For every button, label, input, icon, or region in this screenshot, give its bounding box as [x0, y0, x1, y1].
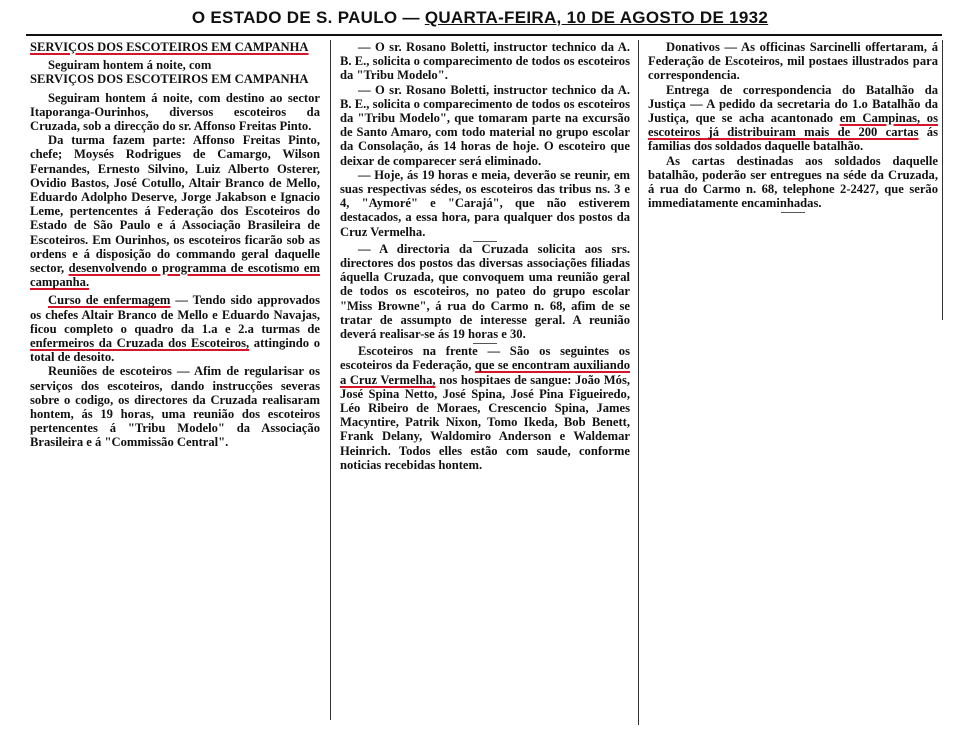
column-divider — [638, 40, 639, 725]
article-paragraph: Seguiram hontem á noite, com — [48, 58, 212, 73]
underlined-phrase: desenvolvendo o programma de escotismo em campanha. — [30, 261, 320, 290]
underlined-phrase: em Campinas, os escoteiros já distribuiram mais de 200 cartas — [648, 111, 939, 140]
paragraph-text: Escoteiros na frente — São os seguintes os escoteiros da Federação, — [340, 344, 630, 373]
article-paragraph: Donativos — As officinas Sarcinelli offertaram, á Federação de Escoteiros, mil postaes illustrados para correspondencia. — [648, 40, 938, 83]
article-heading — [30, 40, 320, 54]
column-3 — [648, 40, 938, 213]
underlined-phrase: enfermeiros da Cruzada dos Escoteiros, — [30, 336, 250, 351]
newspaper-masthead — [0, 8, 960, 28]
article-heading-repeat: SERVIÇOS DOS ESCOTEIROS EM CAMPANHA — [30, 72, 309, 87]
column-2 — [340, 40, 630, 472]
issue-date: QUARTA-FEIRA, 10 DE AGOSTO DE 1932 — [424, 8, 769, 27]
paragraph-text: attingindo o total de desoito. — [30, 336, 320, 365]
article-paragraph: — O sr. Rosano Boletti, instructor technico da A. B. E., solicita o comparecimento de todos os escoteiros da "Tribu Modelo", que tomaram parte na excursão de Santo Amaro, com todo material no grupo escolar da Consolação, ás 14 horas de hoje. O escoteiro que deixar de comparecer será eliminado. — [340, 82, 630, 168]
paragraph-text: Entrega de correspondencia do Batalhão da Justiça — A pedido da secretaria do 1.o Batalhão da Justiça, que se acha acantonado — [648, 82, 938, 126]
underlined-heading: SERVIÇOS DOS ESCOTEIROS EM CAMPANHA — [30, 40, 309, 54]
article-paragraph: — A directoria da Cruzada solicita aos srs. directores dos postos das diversas associações filiadas áquella Cruzada, que convoquem uma reunião geral de todos os escoteiros, no pateo do grupo escolar "Miss Browne", á rua do Carmo n. 68, afim de se tratar de assumpto de interesse geral. A reunião deverá realisar-se ás 19 horas e 30. — [340, 241, 630, 342]
underlined-subhead: Curso de enfermagem — [48, 293, 171, 308]
article-paragraph — [30, 133, 320, 289]
article-paragraph — [648, 83, 938, 154]
article-paragraph — [340, 344, 630, 472]
article-paragraph: — O sr. Rosano Boletti, instructor technico da A. B. E., solicita o comparecimento de todos os escoteiros da "Tribu Modelo". — [340, 40, 630, 83]
paragraph-text: nos hospitaes de sangue: João Mós, José Spina Netto, José Spina, José Pina Figueiredo, Léo Ribeiro de Moraes, Crescencio Spina, James Macyntire, Patrik Nixon, Tomo Ikeda, Bob Benett, Frank Delany, Waldomiro Anderson e Waldemar Heinrich. Todos elles estão com saude, conforme noticias recebidas hontem. — [340, 372, 630, 472]
article-paragraph: Seguiram hontem á noite, com destino ao sector Itaporanga-Ourinhos, diversos escoteiros da Cruzada, sob a direcção do sr. Affonso Freitas Pinto. — [30, 90, 320, 134]
column-divider — [942, 40, 943, 320]
masthead-separator: — — [402, 8, 420, 27]
article-paragraph: — Hoje, ás 19 horas e meia, deverão se reunir, em suas respectivas sédes, os escoteiros das tribus ns. 3 e 4, "Aymoré" e "Carajá", que não estiverem destacados, a essa hora, para qualquer dos postos da Cruz Vermelha. — [340, 167, 630, 239]
masthead-rule — [26, 34, 942, 36]
underlined-phrase: que se encontram auxiliando a Cruz Vermelha, — [340, 358, 630, 387]
paragraph-text: — Tendo sido approvados os chefes Altair Branco de Mello e Eduardo Navajas, ficou completo o quadro da 1.a e 2.a turmas de — [30, 293, 320, 336]
paragraph-text: ás familias dos soldados daquelle batalhão. — [648, 125, 938, 154]
crew-list-text: Da turma fazem parte: Affonso Freitas Pinto, chefe; Moysés Rodrigues de Camargo, Wilson Fernandes, Ernesto Silvino, Luiz Alberto Osterer, Ovidio Bastos, José Cotullo, Altair Branco de Mello, Eduardo Adolpho Deserve, Jorge Jakabson e Ignacio Leme, pertencentes á Federação dos Escoteiros do Estado de São Paulo e á Associação Brasileira de Escoteiros. Em Ourinhos, os escoteiros ficarão sob as ordens e á disposição do commando geral daquelle sector, — [30, 133, 320, 276]
column-divider — [330, 40, 331, 720]
article-paragraph — [30, 293, 320, 364]
article-paragraph: Reuniões de escoteiros — Afim de regularisar os serviços dos escoteiros, dando instrucções severas sobre o codigo, os directores da Cruzada realisaram hontem, ás 19 horas, uma reunião dos escoteiros pertencentes á "Tribu Modelo" da Associação Brasileira e á "Commissão Central". — [30, 364, 320, 450]
article-paragraph: As cartas destinadas aos soldados daquelle batalhão, poderão ser entregues na séde da Cruzada, á rua do Carmo n. 68, telephone 2-2427, que serão immediatamente encaminhadas. — [648, 153, 938, 211]
newspaper-name: O ESTADO DE S. PAULO — [191, 8, 398, 27]
column-1 — [30, 40, 320, 450]
section-dash — [781, 212, 805, 213]
